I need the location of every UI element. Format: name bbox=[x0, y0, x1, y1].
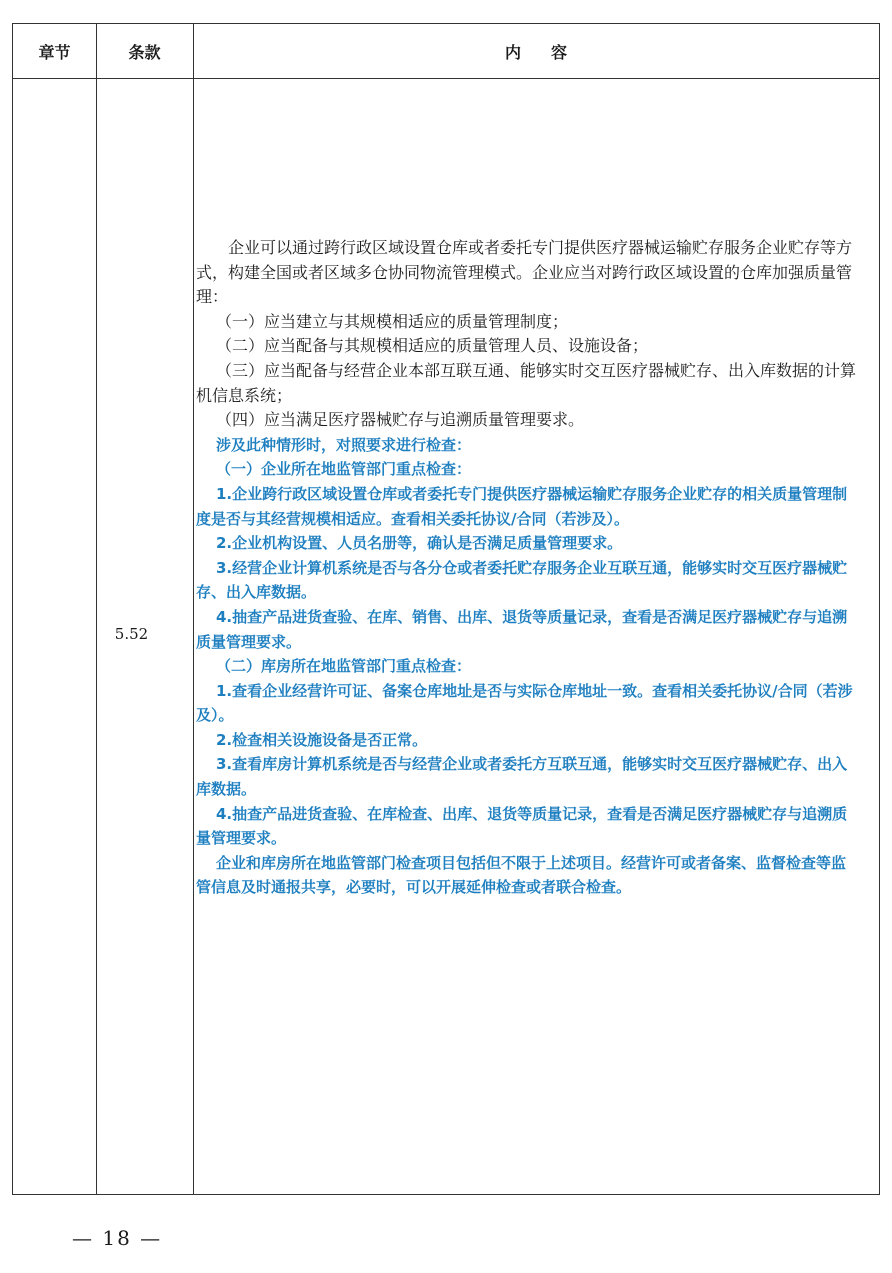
section-title: （二）库房所在地监管部门重点检查： bbox=[216, 657, 472, 676]
check-item: 2.检查相关设施设备是否正常。 bbox=[216, 730, 428, 749]
header-clause: 条款 bbox=[128, 42, 161, 62]
section-title: （一）企业所在地监管部门重点检查： bbox=[216, 460, 472, 479]
column-divider bbox=[193, 24, 194, 1194]
paragraph: （二）应当配备与其规模相适应的质量管理人员、设施设备； bbox=[216, 336, 649, 356]
paragraph: 企业可以通过跨行政区域设置仓库或者委托专门提供医疗器械运输贮存服务企业贮存等方式，构建全国或者区域多仓协同物流管理模式。企业应当对跨行政区域设置的仓库加强质量管理： bbox=[196, 238, 853, 307]
page-number: — 18 — bbox=[72, 1226, 163, 1250]
content-cell bbox=[196, 236, 856, 900]
check-item: 1.企业跨行政区域设置仓库或者委托专门提供医疗器械运输贮存服务企业贮存的相关质量管理制度是否与其经营规模相适应。查看相关委托协议/合同（若涉及）。 bbox=[196, 484, 848, 528]
header-chapter: 章节 bbox=[38, 42, 71, 62]
column-divider bbox=[96, 24, 97, 1194]
paragraph: （四）应当满足医疗器械贮存与追溯质量管理要求。 bbox=[216, 410, 585, 430]
paragraph: （一）应当建立与其规模相适应的质量管理制度； bbox=[216, 311, 569, 331]
check-intro: 涉及此种情形时，对照要求进行检查： bbox=[216, 435, 472, 454]
closing-paragraph: 企业和库房所在地监管部门检查项目包括但不限于上述项目。经营许可或者备案、监督检查等监管信息及时通报共享，必要时，可以开展延伸检查或者联合检查。 bbox=[196, 853, 847, 897]
check-item: 4.抽查产品进货查验、在库检查、出库、退货等质量记录，查看是否满足医疗器械贮存与追溯质量管理要求。 bbox=[196, 804, 848, 848]
check-item: 2.企业机构设置、人员名册等，确认是否满足质量管理要求。 bbox=[216, 534, 623, 553]
clause-number: 5.52 bbox=[114, 625, 149, 643]
check-item: 3.查看库房计算机系统是否与经营企业或者委托方互联互通，能够实时交互医疗器械贮存、出入库数据。 bbox=[196, 755, 848, 799]
check-item: 4.抽查产品进货查验、在库、销售、出库、退货等质量记录，查看是否满足医疗器械贮存与追溯质量管理要求。 bbox=[196, 607, 848, 651]
header-divider bbox=[13, 78, 879, 79]
paragraph: （三）应当配备与经营企业本部互联互通、能够实时交互医疗器械贮存、出入库数据的计算机信息系统； bbox=[196, 360, 857, 405]
check-item: 1.查看企业经营许可证、备案仓库地址是否与实际仓库地址一致。查看相关委托协议/合同（若涉及）。 bbox=[196, 681, 853, 725]
header-content: 内容 bbox=[504, 42, 597, 62]
check-item: 3.经营企业计算机系统是否与各分仓或者委托贮存服务企业互联互通，能够实时交互医疗器械贮存、出入库数据。 bbox=[196, 558, 848, 602]
